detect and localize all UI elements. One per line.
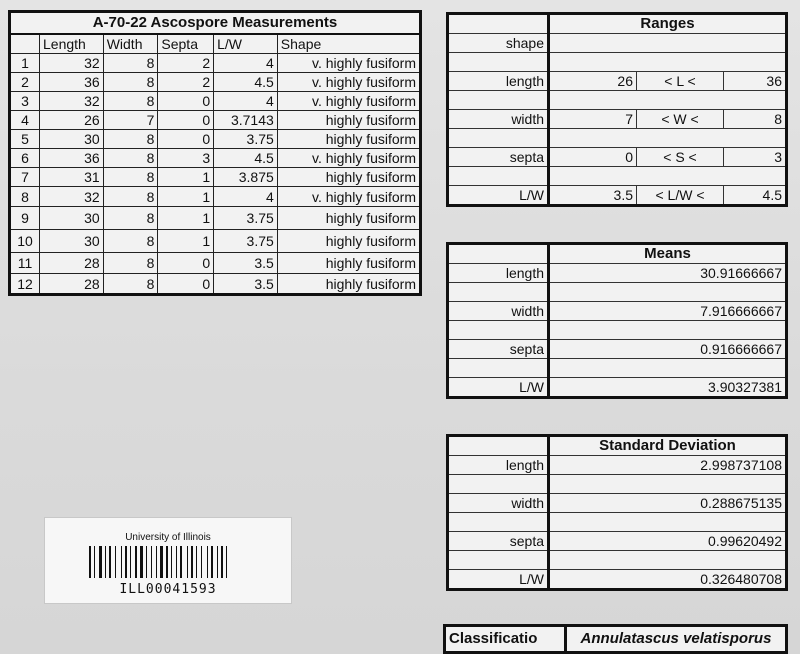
row-septa: 0 (158, 111, 214, 130)
barcode-bar (201, 546, 202, 578)
means-label-septa: septa (448, 340, 549, 359)
ranges-row-lw (448, 186, 787, 206)
row-lw: 4 (214, 92, 278, 111)
row-index: 5 (10, 130, 40, 149)
row-septa: 3 (158, 149, 214, 168)
row-septa: 0 (158, 130, 214, 149)
row-width: 8 (103, 274, 158, 295)
barcode-bar (89, 546, 91, 578)
row-shape: highly fusiform (277, 230, 420, 253)
row-lw: 3.5 (214, 274, 278, 295)
col-header-width: Width (103, 34, 158, 54)
ranges-label-lw: L/W (448, 186, 549, 206)
barcode-bar (226, 546, 227, 578)
sd-label-lw: L/W (448, 570, 549, 590)
row-shape: highly fusiform (277, 111, 420, 130)
row-width: 8 (103, 230, 158, 253)
row-length: 30 (40, 230, 104, 253)
row-index: 3 (10, 92, 40, 111)
row-index: 1 (10, 54, 40, 73)
barcode-image (89, 546, 249, 578)
range-septa-high: 3 (724, 148, 787, 167)
col-header-septa: Septa (158, 34, 214, 54)
row-width: 8 (103, 54, 158, 73)
row-length: 26 (40, 111, 104, 130)
std-dev-table (446, 434, 788, 591)
row-shape: v. highly fusiform (277, 92, 420, 111)
row-index: 7 (10, 168, 40, 187)
barcode-bar (176, 546, 177, 578)
row-shape: v. highly fusiform (277, 187, 420, 207)
row-lw: 3.875 (214, 168, 278, 187)
barcode-bar (140, 546, 143, 578)
row-shape: highly fusiform (277, 207, 420, 230)
row-lw: 3.5 (214, 253, 278, 274)
row-index: 11 (10, 253, 40, 274)
barcode-bar (94, 546, 95, 578)
barcode-bar (109, 546, 111, 578)
row-index: 4 (10, 111, 40, 130)
row-width: 8 (103, 253, 158, 274)
range-length-low: 26 (549, 72, 637, 91)
ranges-title: Ranges (549, 14, 787, 34)
barcode-bar (130, 546, 131, 578)
row-septa: 0 (158, 253, 214, 274)
barcode-bar (166, 546, 168, 578)
row-length: 30 (40, 130, 104, 149)
row-length: 32 (40, 54, 104, 73)
row-lw: 3.75 (214, 130, 278, 149)
row-shape: highly fusiform (277, 130, 420, 149)
measurement-row (10, 207, 421, 230)
ranges-row-shape (448, 34, 787, 53)
row-width: 8 (103, 73, 158, 92)
measurement-row (10, 253, 421, 274)
measurements-body (10, 54, 421, 295)
classification-value: Annulatascus velatisporus (566, 626, 787, 653)
range-lw-high: 4.5 (724, 186, 787, 206)
mean-length-value: 30.91666667 (549, 264, 787, 283)
measurement-row (10, 168, 421, 187)
row-lw: 3.75 (214, 207, 278, 230)
ranges-row-length (448, 72, 787, 91)
col-header-index (10, 34, 40, 54)
row-septa: 2 (158, 73, 214, 92)
ranges-label-length: length (448, 72, 549, 91)
row-septa: 1 (158, 187, 214, 207)
barcode-bar (160, 546, 163, 578)
barcode-bar (217, 546, 218, 578)
row-index: 8 (10, 187, 40, 207)
row-septa: 1 (158, 207, 214, 230)
range-septa-low: 0 (549, 148, 637, 167)
means-title: Means (549, 244, 787, 264)
barcode-bar (180, 546, 182, 578)
means-row-length (448, 264, 787, 283)
row-length: 30 (40, 207, 104, 230)
row-index: 10 (10, 230, 40, 253)
row-shape: highly fusiform (277, 274, 420, 295)
measurement-row (10, 187, 421, 207)
classification-label: Classificatio (445, 626, 566, 653)
row-index: 12 (10, 274, 40, 295)
barcode-bar (115, 546, 116, 578)
sd-row-septa (448, 532, 787, 551)
mean-width-value: 7.916666667 (549, 302, 787, 321)
means-row-septa (448, 340, 787, 359)
row-length: 31 (40, 168, 104, 187)
sd-label-septa: septa (448, 532, 549, 551)
sd-header-row (448, 436, 787, 456)
sd-row-width (448, 494, 787, 513)
means-label-width: width (448, 302, 549, 321)
measurement-row (10, 73, 421, 92)
measurement-row (10, 92, 421, 111)
means-header-row (448, 244, 787, 264)
row-septa: 1 (158, 230, 214, 253)
row-length: 36 (40, 149, 104, 168)
sd-septa-value: 0.99620492 (549, 532, 787, 551)
ranges-label-width: width (448, 110, 549, 129)
barcode-bar (211, 546, 213, 578)
means-label-lw: L/W (448, 378, 549, 398)
sd-row-length (448, 456, 787, 475)
range-width-low: 7 (549, 110, 637, 129)
barcode-bar (207, 546, 208, 578)
row-width: 8 (103, 168, 158, 187)
range-septa-op: < S < (637, 148, 724, 167)
herbarium-barcode-label (44, 517, 292, 604)
measurement-row (10, 111, 421, 130)
barcode-number: ILL00041593 (119, 582, 217, 597)
means-row-width (448, 302, 787, 321)
measurements-header-row (10, 34, 421, 54)
ranges-header-row (448, 14, 787, 34)
row-width: 8 (103, 207, 158, 230)
row-shape: v. highly fusiform (277, 149, 420, 168)
measurements-table (8, 10, 422, 296)
row-width: 8 (103, 149, 158, 168)
barcode-bar (191, 546, 193, 578)
barcode-bar (105, 546, 106, 578)
row-length: 28 (40, 253, 104, 274)
barcode-bar (146, 546, 147, 578)
row-width: 8 (103, 130, 158, 149)
row-length: 32 (40, 187, 104, 207)
ranges-label-shape: shape (448, 34, 549, 53)
measurement-row (10, 54, 421, 73)
row-width: 8 (103, 92, 158, 111)
range-width-op: < W < (637, 110, 724, 129)
row-shape: v. highly fusiform (277, 73, 420, 92)
row-shape: highly fusiform (277, 168, 420, 187)
sd-title: Standard Deviation (549, 436, 787, 456)
mean-septa-value: 0.916666667 (549, 340, 787, 359)
sd-length-value: 2.998737108 (549, 456, 787, 475)
mean-lw-value: 3.90327381 (549, 378, 787, 398)
row-index: 2 (10, 73, 40, 92)
col-header-lw: L/W (214, 34, 278, 54)
ranges-row-width (448, 110, 787, 129)
row-shape: v. highly fusiform (277, 54, 420, 73)
range-length-op: < L < (637, 72, 724, 91)
row-septa: 1 (158, 168, 214, 187)
sd-row-lw (448, 570, 787, 590)
range-width-high: 8 (724, 110, 787, 129)
row-width: 8 (103, 187, 158, 207)
barcode-bar (121, 546, 122, 578)
row-index: 9 (10, 207, 40, 230)
row-lw: 4 (214, 54, 278, 73)
classification-table (443, 624, 788, 654)
range-length-high: 36 (724, 72, 787, 91)
row-shape: highly fusiform (277, 253, 420, 274)
means-table (446, 242, 788, 399)
range-lw-low: 3.5 (549, 186, 637, 206)
row-septa: 2 (158, 54, 214, 73)
col-header-shape: Shape (277, 34, 420, 54)
row-lw: 4.5 (214, 73, 278, 92)
sd-lw-value: 0.326480708 (549, 570, 787, 590)
row-length: 28 (40, 274, 104, 295)
barcode-bar (221, 546, 223, 578)
row-lw: 4 (214, 187, 278, 207)
row-septa: 0 (158, 274, 214, 295)
barcode-bar (125, 546, 127, 578)
barcode-bar (151, 546, 152, 578)
row-septa: 0 (158, 92, 214, 111)
barcode-bar (196, 546, 197, 578)
sd-width-value: 0.288675135 (549, 494, 787, 513)
col-header-length: Length (40, 34, 104, 54)
sd-label-width: width (448, 494, 549, 513)
row-lw: 3.75 (214, 230, 278, 253)
row-lw: 3.7143 (214, 111, 278, 130)
barcode-bar (156, 546, 157, 578)
measurement-row (10, 149, 421, 168)
measurements-title: A-70-22 Ascospore Measurements (10, 12, 421, 35)
means-label-length: length (448, 264, 549, 283)
barcode-bar (135, 546, 137, 578)
measurement-row (10, 274, 421, 295)
institution-name: University of Illinois (125, 532, 211, 543)
ranges-row-septa (448, 148, 787, 167)
row-width: 7 (103, 111, 158, 130)
ranges-label-septa: septa (448, 148, 549, 167)
ranges-table (446, 12, 788, 207)
row-length: 32 (40, 92, 104, 111)
range-lw-op: < L/W < (637, 186, 724, 206)
barcode-bar (99, 546, 102, 578)
row-index: 6 (10, 149, 40, 168)
measurement-row (10, 230, 421, 253)
row-length: 36 (40, 73, 104, 92)
sd-label-length: length (448, 456, 549, 475)
barcode-bar (187, 546, 188, 578)
measurement-row (10, 130, 421, 149)
means-row-lw (448, 378, 787, 398)
row-lw: 4.5 (214, 149, 278, 168)
barcode-bar (171, 546, 172, 578)
